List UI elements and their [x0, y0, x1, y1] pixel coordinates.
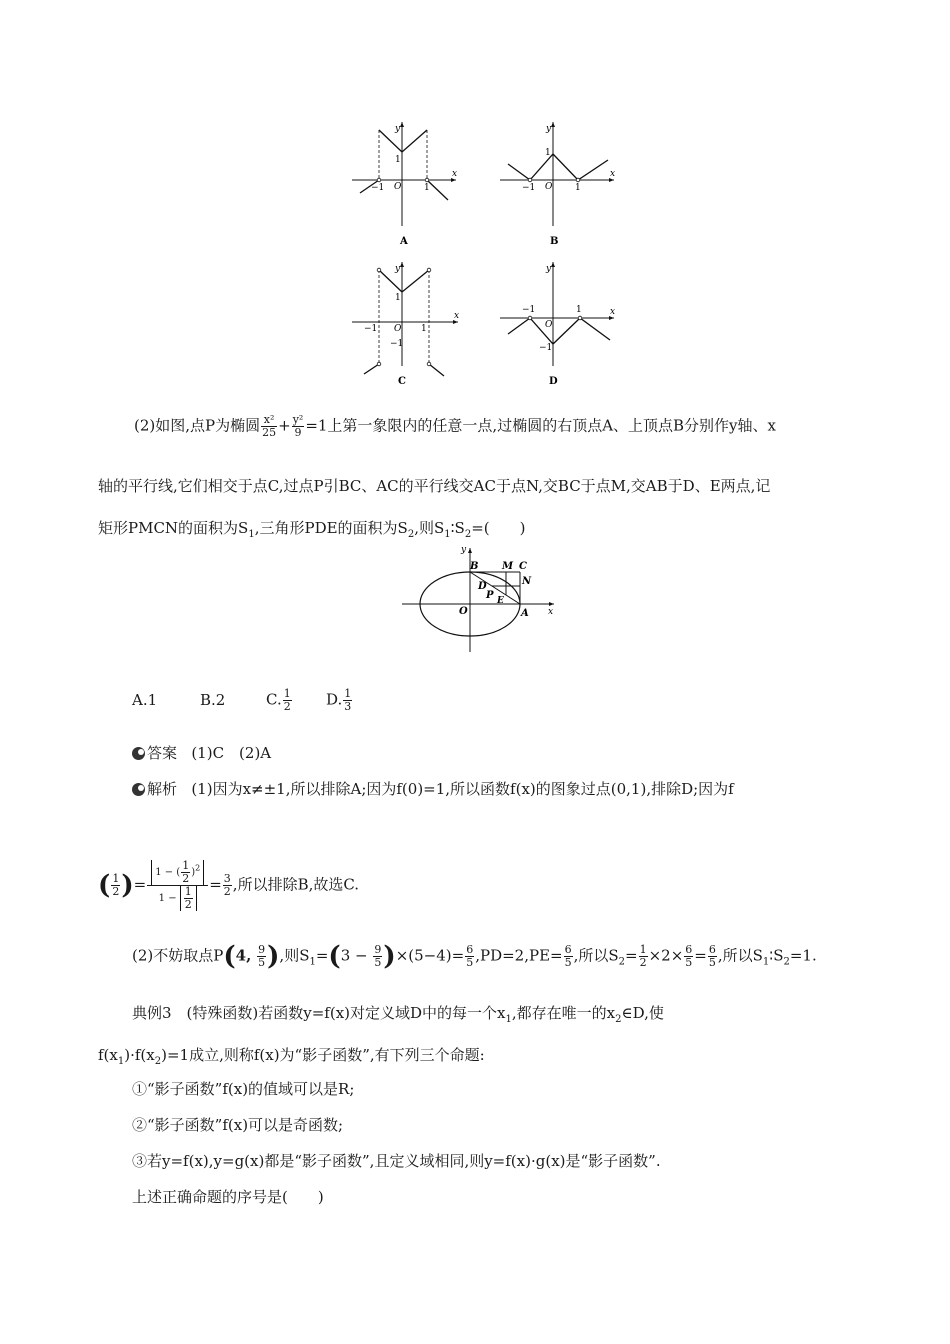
origin-label: O	[394, 182, 402, 192]
analysis-line1: 解析 (1)因为x≠±1,所以排除A;因为f(0)=1,所以函数f(x)的图象过点(0,1),排除D;因为f	[132, 779, 734, 799]
problem2-pre: (2)如图,点P为椭圆	[134, 416, 261, 435]
y-label: y	[395, 264, 401, 274]
analysis-label: 解析	[147, 780, 178, 798]
option-b: B.2	[200, 691, 226, 709]
example3-item2: ②“影子函数”f(x)可以是奇函数;	[132, 1116, 344, 1134]
fraction-big: 1 − ( $\frac{1}{2}$ )$^2$ 1 − $\frac{1}{2}$	[147, 860, 208, 911]
tick-y1: 1	[395, 155, 401, 165]
point-n: N	[522, 576, 532, 587]
answer-text: (1)C (2)A	[191, 744, 272, 762]
option-a: A.1	[132, 691, 158, 709]
tick-neg1: −1	[522, 305, 536, 315]
x-label: x	[610, 169, 616, 179]
fraction-y2-9: $\frac{\text{y²}}{9}$	[292, 413, 304, 439]
option-d: D. $\frac{1}{3}$	[326, 687, 352, 713]
analysis-line-p2: (2)不妨取点P(4, $\frac{9}{5}$ ),则$S_1=(3$ − $\frac{9}{5}$ )×(5−4)= $\frac{6}{5}$ ,PD=2,PE= $\frac{6}{5}$ ,所以$S_2=$ $\frac{1}{2}$ ×2× $\frac{6}{5}$ = $\frac{6}{5}$ ,所以$S_1∶S_2=1$.	[132, 941, 817, 972]
x-label: x	[454, 311, 460, 321]
example3-line2: $f(x_1)\cdot f(x_2)=1$成立,则称f(x)为“影子函数”,有下列三个命题:	[98, 1046, 485, 1067]
analysis-f-half: ( $\frac{1}{2}$ )= 1 − ( $\frac{1}{2}$ )$^2$ 1 − $\frac{1}{2}$ = $\frac{3}{2}$ ,所以排除B,故选C.	[98, 859, 360, 911]
tick-y1: 1	[545, 148, 551, 158]
tick-1: 1	[424, 183, 430, 193]
y-label: y	[461, 545, 467, 555]
fraction-1-3: $\frac{1}{3}$	[344, 687, 352, 713]
point-p: P	[486, 590, 494, 601]
fraction-1-2: $\frac{1}{2}$	[283, 687, 291, 713]
example3-item1: ①“影子函数”f(x)的值域可以是R;	[132, 1080, 355, 1098]
problem2-line3: 矩形PMCN的面积为$S_1$,三角形PDE的面积为$S_2$,则$S_1∶S_2=$( )	[98, 519, 526, 540]
curve	[508, 154, 608, 180]
curve-upper	[379, 130, 427, 152]
graph-label: A	[400, 236, 408, 247]
answer-icon	[132, 747, 145, 760]
answer-line	[132, 743, 271, 763]
y-label: y	[395, 124, 401, 134]
origin-label: O	[545, 320, 553, 330]
tick-neg1: −1	[522, 183, 536, 193]
origin-label: O	[394, 324, 402, 334]
example3-item3: ③若y=f(x),y=g(x)都是“影子函数”,且定义域相同,则y=f(x)·g(x)是“影子函数”.	[132, 1152, 661, 1170]
tick-1: 1	[421, 324, 427, 334]
tick-1: 1	[576, 305, 582, 315]
graph-label: B	[550, 236, 559, 247]
example3-question: 上述正确命题的序号是( )	[132, 1188, 324, 1206]
graph-d	[500, 258, 618, 390]
point-b: B	[470, 561, 479, 572]
tick-neg1: −1	[371, 183, 385, 193]
origin-label: O	[545, 182, 553, 192]
tick-yneg1: −1	[539, 343, 553, 353]
tick-y1: 1	[395, 293, 401, 303]
tick-yneg1: −1	[390, 339, 404, 349]
y-label: y	[546, 124, 552, 134]
point-m: M	[502, 561, 514, 572]
point-c: C	[519, 561, 527, 572]
graph-b	[500, 118, 618, 250]
tick-neg1: −1	[364, 324, 378, 334]
x-label: x	[452, 169, 458, 179]
analysis-icon	[132, 783, 145, 796]
option-c: C. $\frac{1}{2}$	[266, 687, 291, 713]
graph-a	[352, 118, 458, 250]
fraction-3-2: $\frac{3}{2}$	[223, 872, 231, 898]
x-label: x	[548, 607, 554, 617]
example3-line1: 典例3 (特殊函数)若函数y=f(x)对定义域D中的每一个$x_1$,都存在唯一的$x_2\in D$,使	[132, 1004, 664, 1025]
answer-label: 答案	[147, 744, 178, 762]
graph-label: D	[549, 376, 558, 387]
fraction-half: $\frac{1}{2}$	[112, 872, 120, 898]
problem2-line2: 轴的平行线,它们相交于点C,过点P引BC、AC的平行线交AC于点N,交BC于点M,交AB于D、E两点,记	[98, 477, 771, 495]
x-label: x	[610, 307, 616, 317]
problem2-line1: (2)如图,点P为椭圆 $\frac{\text{x²}}{25}$ + $\frac{\text{y²}}{9}$ =1上第一象限内的任意一点,过椭圆的右顶点A、上顶点B分别作y轴、x	[134, 413, 776, 439]
graph-label: C	[398, 376, 406, 387]
y-label: y	[546, 264, 552, 274]
point-a: A	[521, 608, 529, 619]
tick-1: 1	[575, 183, 581, 193]
ellipse-figure	[398, 544, 558, 656]
fraction-x2-25: $\frac{\text{x²}}{25}$	[262, 413, 277, 439]
origin-label: O	[459, 606, 468, 617]
point-e: E	[497, 596, 504, 606]
point-d: D	[478, 581, 487, 592]
graph-c	[352, 258, 462, 390]
